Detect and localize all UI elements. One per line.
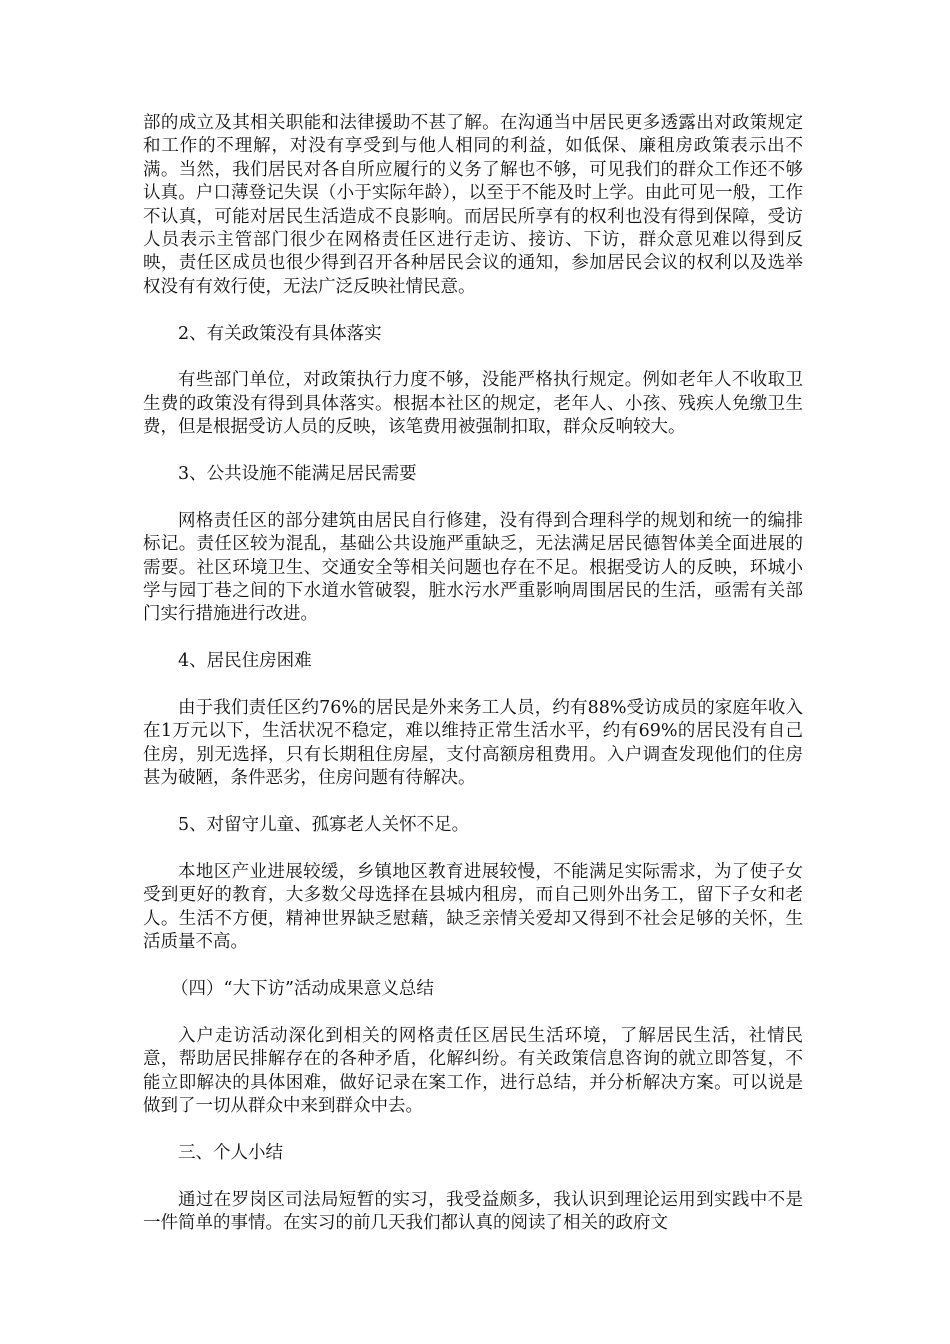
heading-personal-summary: 三、个人小结 (178, 1142, 283, 1163)
paragraph-residents-feedback: 部的成立及其相关职能和法律援助不甚了解。在沟通当中居民更多透露出对政策规定和工作的不理解，对没有享受到与他人相同的利益，如低保、廉租房政策表示出不满。当然，我们居民对各自所应履行的义务了解也不够，可见我们的群众工作还不够认真。户口薄登记失误（小于实际年龄），以至于不能及时上学。由此可见一般，工作不认真，可能对居民生活造成不良影响。而居民所享有的权利也没有得到保障，受访人员表示主管部门很少在网格责任区进行走访、接访、下访，群众意见难以得到反映，责任区成员也很少得到召开各种居民会议的通知，参加居民会议的权利以及选举权没有有效行使，无法广泛反映社情民意。 (143, 113, 803, 297)
paragraph-activity-summary: 入户走访活动深化到相关的网格责任区居民生活环境，了解居民生活，社情民意，帮助居民排解存在的各种矛盾，化解纠纷。有关政策信息咨询的就立即答复，不能立即解决的具体困难，做好记录在案工作，进行总结，并分析解决方案。可以说是做到了一切从群众中来到群众中去。 (143, 1025, 803, 1116)
paragraph-policy-enforcement: 有些部门单位，对政策执行力度不够，没能严格执行规定。例如老年人不收取卫生费的政策没有得到具体落实。根据本社区的规定，老年人、小孩、残疾人免缴卫生费，但是根据受访人员的反映，该笔费用被强制扣取，群众反响较大。 (143, 370, 803, 438)
heading-left-behind-care: 5、对留守儿童、孤寡老人关怀不足。 (178, 815, 470, 836)
paragraph-housing-difficulty: 由于我们责任区约76%的居民是外来务工人员，约有88%受访成员的家庭年收入在1万元以下，生活状况不稳定，难以维持正常生活水平，约有69%的居民没有自己住房，别无选择，只有长期租住房屋，支付高额房租费用。入户调查发现他们的住房甚为破陋，条件恶劣，住房问题有待解决。 (143, 698, 803, 789)
paragraph-personal-summary: 通过在罗岗区司法局短暂的实习，我受益颇多，我认识到理论运用到实践中不是一件简单的事情。在实习的前几天我们都认真的阅读了相关的政府文 (143, 1189, 803, 1233)
heading-activity-summary: （四）“大下访”活动成果意义总结 (171, 978, 434, 999)
heading-public-facilities: 3、公共设施不能满足居民需要 (178, 464, 417, 485)
heading-housing-difficulty: 4、居民住房困难 (178, 651, 312, 672)
paragraph-left-behind-care: 本地区产业进展较缓，乡镇地区教育进展较慢，不能满足实际需求，为了使子女受到更好的教育，大多数父母选择在县城内租房，而自己则外出务工，留下子女和老人。生活不方便，精神世界缺乏慰藉，缺乏亲情关爱却又得到不社会足够的关怀，生活质量不高。 (143, 861, 803, 953)
document-body (143, 112, 803, 1259)
paragraph-public-facilities: 网格责任区的部分建筑由居民自行修建，没有得到合理科学的规划和统一的编排标记。责任区较为混乱，基础公共设施严重缺乏，无法满足居民德智体美全面进展的需要。社区环境卫生、交通安全等相关问题也存在不足。根据受访人的反映，环城小学与园丁巷之间的下水道水管破裂，脏水污水严重影响周围居民的生活，亟需有关部门实行措施进行改进。 (143, 510, 803, 625)
heading-policy-not-implemented: 2、有关政策没有具体落实 (178, 323, 382, 344)
